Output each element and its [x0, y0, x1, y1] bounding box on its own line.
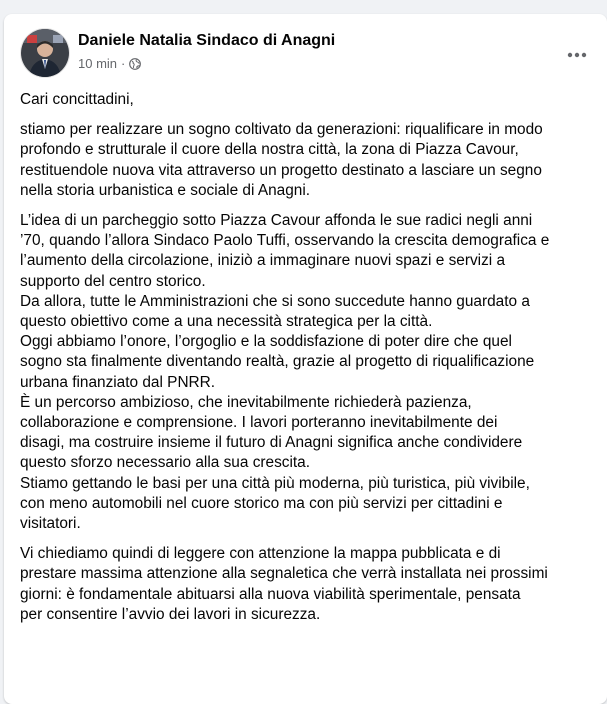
- post-paragraph: Vi chiediamo quindi di leggere con attenzione la mappa pubblicata e di prestare massima attenzione alla segnaletica che verrà installata nei prossimi giorni: è fondamentale abituarsi alla nuova viabilità sperimentale, pensata per consentire l’avvio dei lavori in sicurezza.: [20, 545, 548, 623]
- meta-separator: ·: [121, 56, 126, 71]
- more-horizontal-icon: [567, 45, 587, 63]
- post-paragraph: stiamo per realizzare un sogno coltivato da generazioni: riqualificare in modo profondo e strutturale il cuore della nostra città, la zona di Piazza Cavour, restituendole nuova vita attraverso un progetto destinato a lasciare un segno nella storia urbanistica e sociale di Anagni.: [20, 121, 543, 199]
- post-paragraph: Cari concittadini,: [20, 91, 134, 108]
- globe-icon[interactable]: [129, 58, 141, 70]
- post-timestamp[interactable]: 10 min: [78, 56, 118, 71]
- post-body: [20, 90, 595, 635]
- post-card: [4, 14, 607, 704]
- post-paragraph: L’idea di un parcheggio sotto Piazza Cavour affonda le sue radici negli anni ’70, quando l’allora Sindaco Paolo Tuffi, osservando la crescita demografica e l’aumento della circolazione, iniziò a immaginare nuovi spazi e servizi a supporto del centro storico. Da allora, tutte le Amministrazioni che si sono succedute hanno guardato a questo obiettivo come a una necessità strategica per la città. Oggi abbiamo l’onore, l’orgoglio e la soddisfazione di poter dire che quel sogno sta finalmente diventando realtà, grazie al progetto di riqualificazione urbana finanziato dal PNRR. È un percorso ambizioso, che inevitabilmente richiederà pazienza, collaborazione e comprensione. I lavori porteranno inevitabilmente dei disagi, ma costruire insieme il futuro di Anagni significa anche condividere questo sforzo necessario alla sua crescita. Stiamo gettando le basi per una città più moderna, più turistica, più vivibile, con meno automobili nel cuore storico ma con più servizi per cittadini e visitatori.: [20, 212, 550, 533]
- author-name[interactable]: Daniele Natalia Sindaco di Anagni: [78, 32, 336, 49]
- more-options-button[interactable]: [559, 36, 595, 72]
- post-meta: [78, 56, 141, 71]
- avatar[interactable]: [20, 28, 70, 78]
